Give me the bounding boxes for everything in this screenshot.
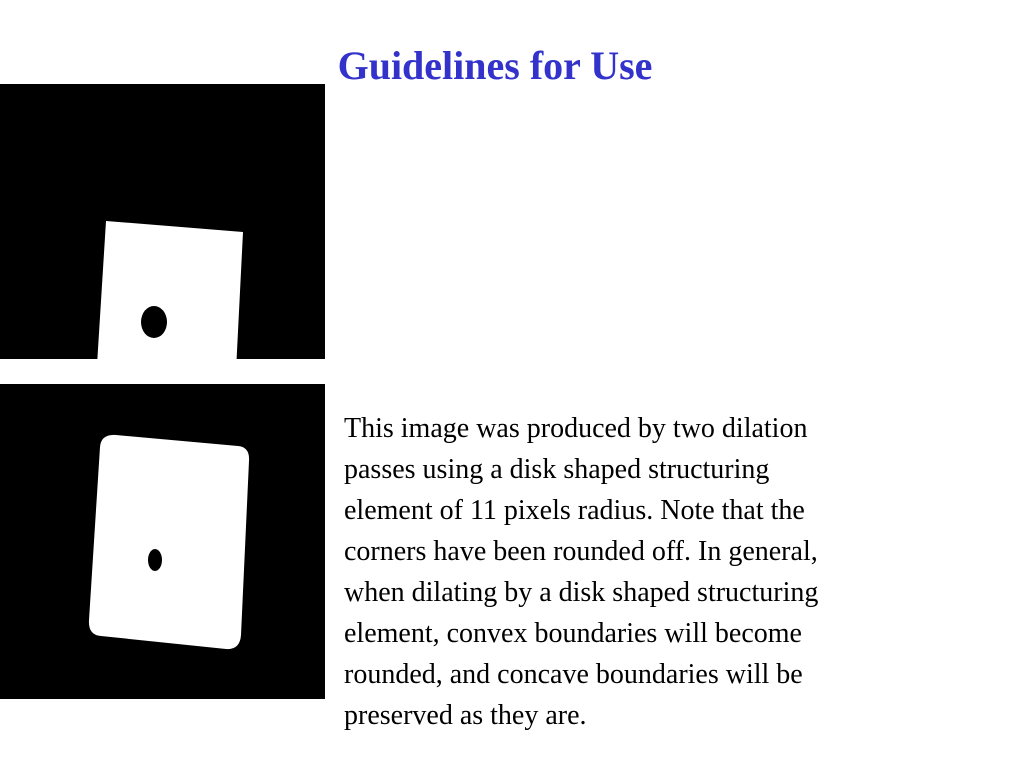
original-image [0, 84, 325, 359]
paragraph-line: when dilating by a disk shaped structuring [344, 577, 819, 608]
paragraph-line: passes using a disk shaped structuring [344, 454, 770, 485]
paragraph-line: rounded, and concave boundaries will be [344, 659, 803, 690]
white-rectangle-shape [96, 221, 243, 359]
dilated-image-graphic [0, 384, 325, 699]
hole-shape [141, 306, 167, 338]
paragraph-line: element, convex boundaries will become [344, 618, 802, 649]
hole-shape [148, 549, 162, 571]
paragraph-line: This image was produced by two dilation [344, 413, 808, 444]
slide-title: Guidelines for Use [337, 43, 653, 88]
original-image-graphic [0, 84, 325, 359]
description-paragraph [344, 408, 984, 736]
paragraph-line: element of 11 pixels radius. Note that the [344, 495, 805, 526]
paragraph-line: preserved as they are. [344, 700, 587, 731]
dilated-image [0, 384, 325, 699]
paragraph-line: corners have been rounded off. In general, [344, 536, 818, 567]
rounded-white-rectangle-shape [89, 435, 249, 649]
